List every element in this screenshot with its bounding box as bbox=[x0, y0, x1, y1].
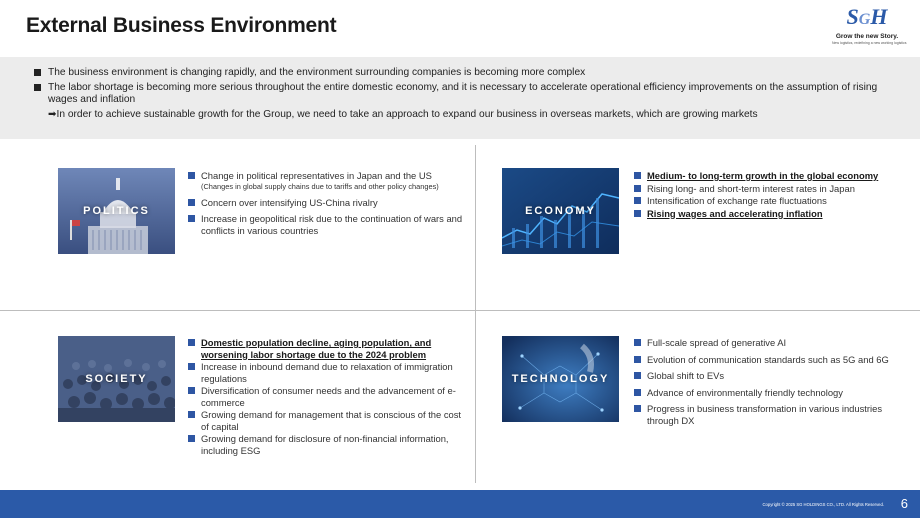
quadrant-label-economy: ECONOMY bbox=[525, 205, 596, 217]
logo-subtagline: New logistics, redefining a new working logistics bbox=[832, 41, 907, 45]
society-image bbox=[58, 336, 175, 422]
copyright-text: Copyright © 2025 SG HOLDINGS CO., LTD. All Rights Reserved. bbox=[762, 502, 884, 507]
list-item: Medium- to long-term growth in the global economy bbox=[634, 170, 914, 182]
list-item: Global shift to EVs bbox=[634, 370, 912, 382]
quadrant-label-society: SOCIETY bbox=[85, 373, 148, 385]
square-bullet-icon bbox=[188, 339, 195, 346]
quadrant-divider-vertical bbox=[475, 145, 476, 483]
technology-image bbox=[502, 336, 619, 422]
list-item: Intensification of exchange rate fluctuations bbox=[634, 195, 914, 207]
square-bullet-icon bbox=[634, 372, 641, 379]
politics-list bbox=[188, 170, 468, 241]
square-bullet-icon bbox=[34, 84, 41, 91]
quadrant-label-politics: POLITICS bbox=[83, 205, 150, 217]
list-item: Domestic population decline, aging population, and worsening labor shortage due to the 2024 problem bbox=[188, 337, 466, 360]
summary-point: The labor shortage is becoming more serious throughout the entire domestic economy, and it is necessary to accelerate operational efficiency improvements on the assumption of rising wages and inflation bbox=[34, 82, 890, 106]
square-bullet-icon bbox=[188, 435, 195, 442]
logo-mark: SGH bbox=[846, 4, 888, 29]
square-bullet-icon bbox=[188, 199, 195, 206]
square-bullet-icon bbox=[34, 69, 41, 76]
summary-conclusion: ➡In order to achieve sustainable growth for the Group, we need to take an approach to expand our business in overseas markets, which are growing markets bbox=[48, 109, 758, 120]
list-item: Diversification of consumer needs and the advancement of e-commerce bbox=[188, 385, 466, 408]
square-bullet-icon bbox=[634, 185, 641, 192]
square-bullet-icon bbox=[188, 215, 195, 222]
list-item: Increase in inbound demand due to relaxation of immigration regulations bbox=[188, 361, 466, 384]
list-item: Growing demand for disclosure of non-financial information, including ESG bbox=[188, 433, 466, 456]
list-item: Change in political representatives in Japan and the US (Changes in global supply chains due to tariffs and other policy changes) bbox=[188, 170, 468, 192]
technology-list bbox=[634, 337, 912, 431]
list-item: Advance of environmentally friendly technology bbox=[634, 387, 912, 399]
square-bullet-icon bbox=[634, 339, 641, 346]
square-bullet-icon bbox=[188, 172, 195, 179]
square-bullet-icon bbox=[188, 387, 195, 394]
list-item: Growing demand for management that is conscious of the cost of capital bbox=[188, 409, 466, 432]
list-item: Progress in business transformation in various industries through DX bbox=[634, 403, 912, 426]
list-item: Rising long- and short-term interest rates in Japan bbox=[634, 183, 914, 195]
economy-list bbox=[634, 170, 914, 220]
society-list bbox=[188, 337, 466, 457]
square-bullet-icon bbox=[188, 363, 195, 370]
quadrant-label-technology: TECHNOLOGY bbox=[511, 373, 610, 385]
page-title: External Business Environment bbox=[26, 14, 337, 37]
square-bullet-icon bbox=[634, 389, 641, 396]
page-number: 6 bbox=[900, 496, 908, 511]
list-item: Full-scale spread of generative AI bbox=[634, 337, 912, 349]
politics-image bbox=[58, 168, 175, 254]
square-bullet-icon bbox=[634, 210, 641, 217]
logo-tagline: Grow the new Story. bbox=[835, 33, 899, 40]
economy-image bbox=[502, 168, 619, 254]
company-logo bbox=[832, 4, 907, 45]
list-item: Evolution of communication standards such as 5G and 6G bbox=[634, 354, 912, 366]
footer-bar bbox=[0, 490, 920, 518]
square-bullet-icon bbox=[188, 411, 195, 418]
square-bullet-icon bbox=[634, 356, 641, 363]
square-bullet-icon bbox=[634, 405, 641, 412]
summary-point: The business environment is changing rapidly, and the environment surrounding companies is becoming more complex bbox=[34, 67, 890, 79]
square-bullet-icon bbox=[634, 172, 641, 179]
list-item: Increase in geopolitical risk due to the continuation of wars and conflicts in various countries bbox=[188, 213, 468, 236]
list-item: Concern over intensifying US-China rivalry bbox=[188, 197, 468, 209]
list-item: Rising wages and accelerating inflation bbox=[634, 208, 914, 220]
quadrant-divider-horizontal bbox=[0, 310, 920, 311]
summary-box bbox=[0, 57, 920, 139]
square-bullet-icon bbox=[634, 197, 641, 204]
